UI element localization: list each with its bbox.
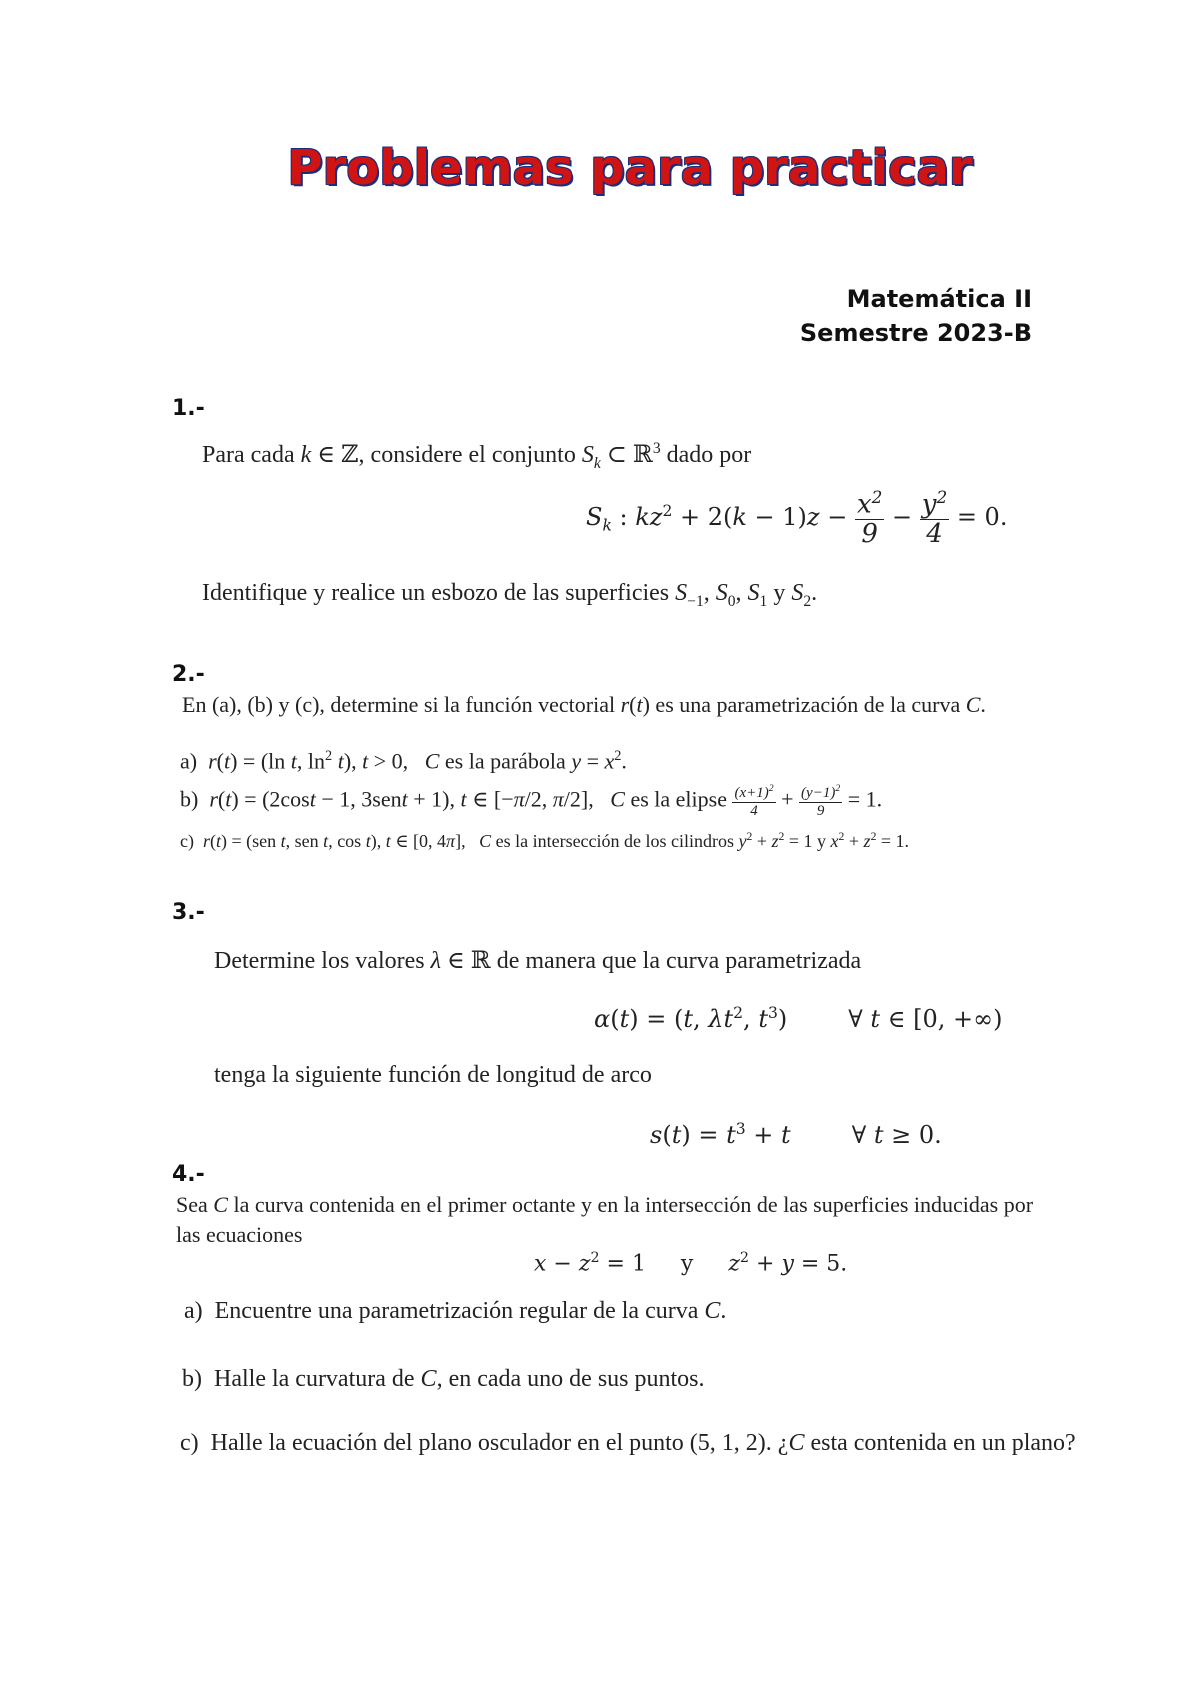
problem-2-item-c: c) r(t) = (sen t, sen t, cos t), t ∈ [0, 4π], C es la intersección de los cilindros $y^2 + z^2 = 1$ y $x^2 + z^2 = 1$. [180,830,910,851]
problem-3-equation-1: α(t) = (t, $\lambda t^2$, $t^3$) ∀ t ∈ [0, +∞) [594,1004,1003,1033]
page-title: Problemas para practicar [287,140,973,196]
problem-2-number: 2.- [172,662,205,687]
problem-3-number: 3.- [172,900,205,925]
problem-4-item-b: b) Halle la curvatura de C, en cada uno de sus puntos. [182,1366,705,1392]
problem-4-intro: Sea C la curva contenida en el primer octante y en la intersección de las superficies inducidas por [176,1192,1034,1217]
problem-1-task: Identifique y realice un esbozo de las superficies $S_{-1}$, $S_0$, $S_1$ y $S_2$. [202,580,818,610]
problem-4-item-a: a) Encuentre una parametrización regular de la curva C. [184,1298,727,1324]
problem-2-item-b: b) r(t) = (2cost − 1, 3sent + 1), t ∈ [−π/2, π/2], C es la elipse $\frac{(x+1)^2}{4}$ + $\frac{(y-1)^2}{9}$ = 1. [180,783,883,819]
problem-3-equation-2: $s(t) = t^3 + t$ ∀ t ≥ 0. [650,1120,942,1149]
course-name: Matemática II [846,285,1032,313]
problem-4-item-c: c) Halle la ecuación del plano osculador en el punto (5, 1, 2). ¿C esta contenida en un plano? [180,1430,1076,1456]
semester: Semestre 2023-B [799,319,1032,347]
problem-4-number: 4.- [172,1162,205,1187]
problem-3-middle: tenga la siguiente función de longitud de arco [214,1062,652,1088]
problem-1-equation: $S_k$ : $kz^2 + 2(k - 1)z$ − $\frac{x^2}{9}$ − $\frac{y^2}{4}$ = 0. [586,487,1008,550]
problem-4-intro-2: las ecuaciones [176,1222,303,1247]
problem-2-intro: En (a), (b) y (c), determine si la función vectorial r(t) es una parametrización de la curva C. [182,692,986,717]
problem-4-equation: $x - z^2 = 1$ y $z^2 + y = 5$. [534,1250,848,1277]
problem-1-intro: Para cada k ∈ ℤ, considere el conjunto $S_k$ ⊂ ℝ$^3$ dado por [202,440,752,472]
problem-1-number: 1.- [172,396,205,421]
problem-2-item-a: a) r(t) = (ln t, $\ln^2 t$), t > 0, C es la parábola $y = x^2$. [180,748,627,774]
problem-3-intro: Determine los valores λ ∈ ℝ de manera que la curva parametrizada [214,948,862,974]
